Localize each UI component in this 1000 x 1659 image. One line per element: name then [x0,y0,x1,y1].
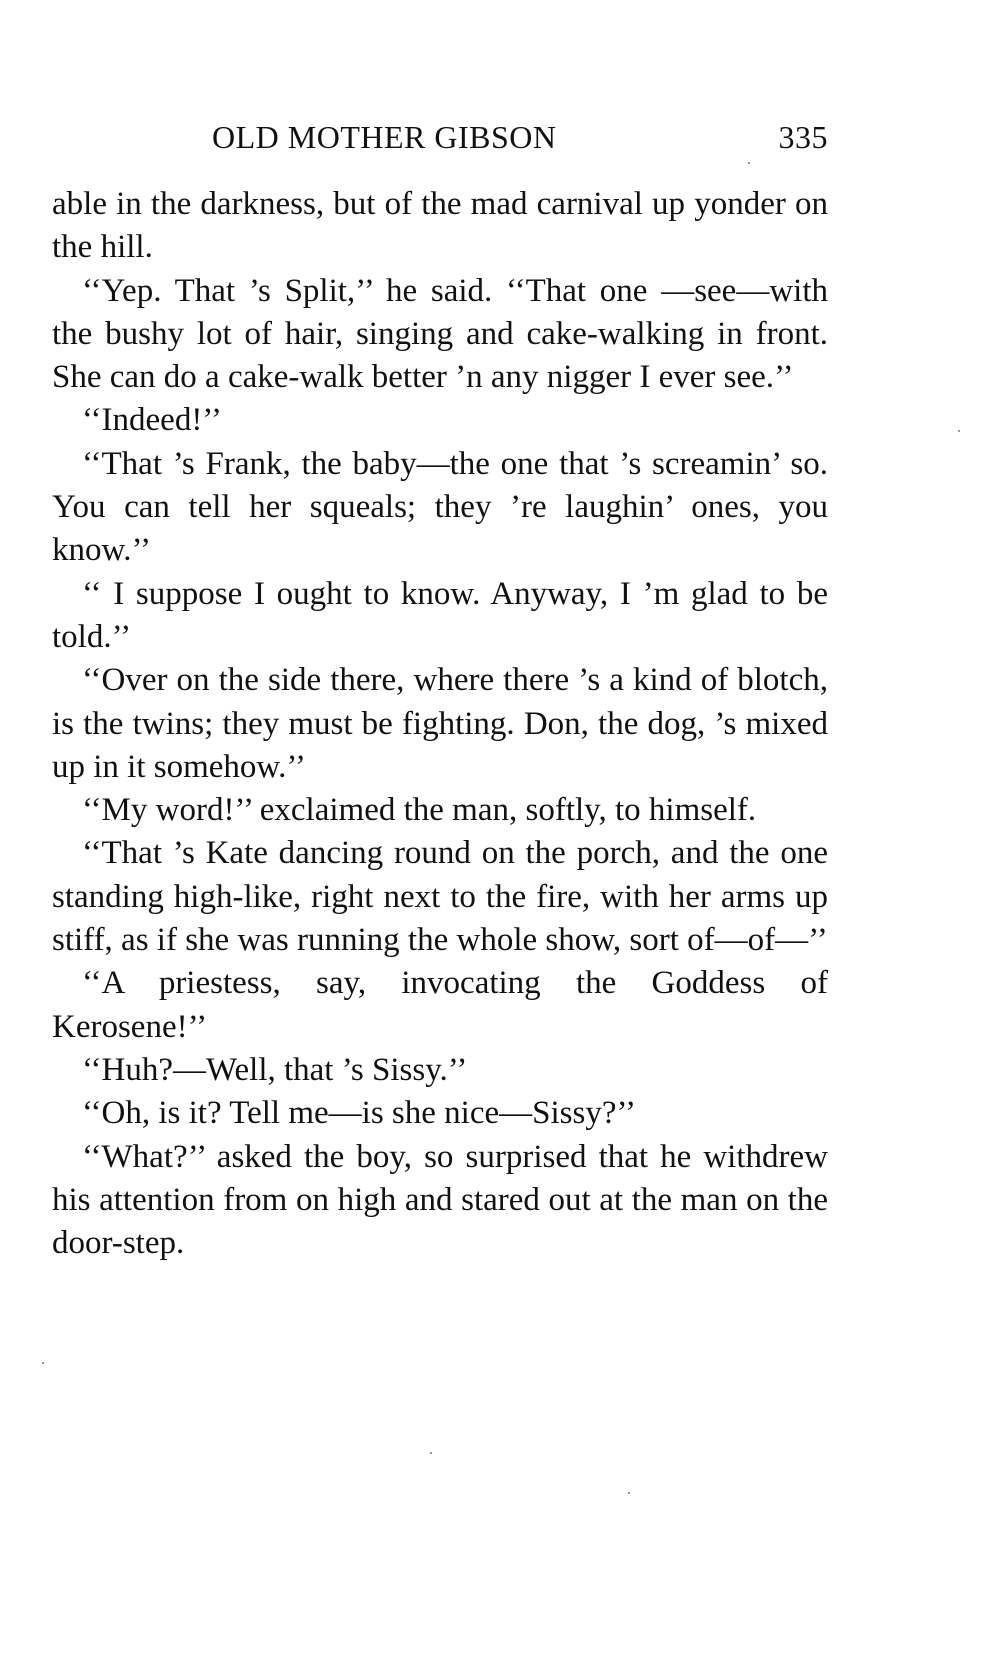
paragraph: ‘‘ I suppose I ought to know. Anyway, I ’m glad to be told.’’ [52,575,828,655]
scan-speck [628,1492,630,1494]
paragraph: ‘‘Indeed!’’ [82,402,222,439]
running-title: OLD MOTHER GIBSON [212,119,557,155]
scan-speck [42,1362,44,1364]
running-header [52,115,828,159]
paragraph: ‘‘Yep. That ’s Split,’’ he said. ‘‘That one —see—with the bushy lot of hair, singing and cake-walking in front. She can do a cake-walk better ’n any nigger I ever see.’’ [52,272,828,396]
scan-speck [430,1452,432,1454]
scan-speck [958,430,960,432]
paragraph: ‘‘What?’’ asked the boy, so surprised that he withdrew his attention from on high and stared out at the man on the door-step. [52,1138,828,1262]
body-text [52,183,828,1265]
paragraph: ‘‘My word!’’ exclaimed the man, softly, to himself. [82,792,757,829]
paragraph: ‘‘Over on the side there, where there ’s a kind of blotch, is the twins; they must be fighting. Don, the dog, ’s mixed up in it somehow.’’ [52,662,828,785]
paragraph: able in the darkness, but of the mad carnival up yonder on the hill. [52,186,828,266]
scan-speck [748,162,750,164]
page-number: 335 [778,119,828,155]
paragraph: ‘‘That ’s Kate dancing round on the porch, and the one standing high-like, right next to the fire, with her arms up stiff, as if she was running the whole show, sort of—of—’’ [52,835,828,959]
paragraph: ‘‘Huh?—Well, that ’s Sissy.’’ [82,1051,468,1088]
paragraph: ‘‘That ’s Frank, the baby—the one that ’s screamin’ so. You can tell her squeals; they ’re laughin’ ones, you know.’’ [52,445,828,569]
paragraph: ‘‘Oh, is it? Tell me—is she nice—Sissy?’’ [82,1095,637,1132]
paragraph: ‘‘A priestess, say, invocating the Goddess of Kerosene!’’ [52,965,828,1045]
